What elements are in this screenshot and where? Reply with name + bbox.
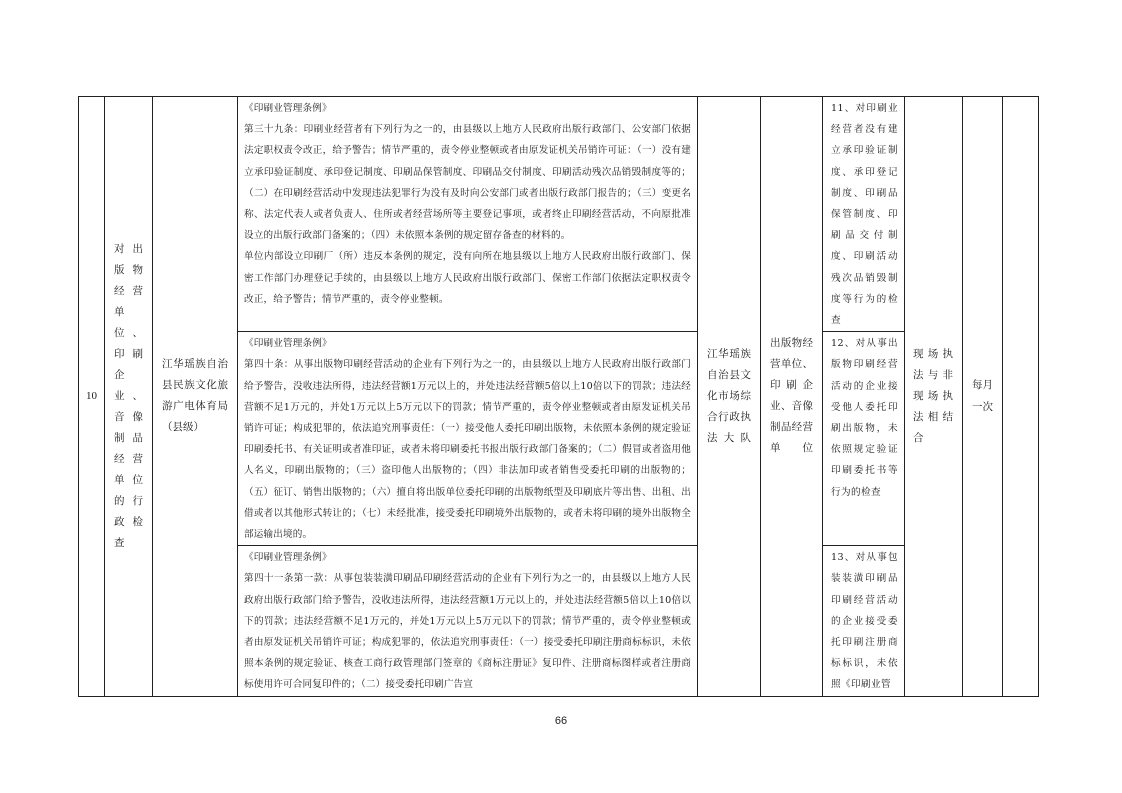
basis-cell-2 <box>238 332 698 546</box>
remark-cell <box>1003 97 1039 697</box>
inspection-table <box>78 96 1039 697</box>
basis-paragraph: 单位内部设立印刷厂（所）违反本条例的规定，没有向所在地县级以上地方人民政府出版行政部门、保密工作部门办理登记手续的，由县级以上地方人民政府出版行政部门、保密工作部门依据法定职权责令改正，给予警告；情节严重的，责令停业整顿。 <box>244 251 691 305</box>
basis-cell-3 <box>238 546 698 696</box>
check-item-cell-1: 11、对印刷业经营者没有建立承印验证制度、承印登记制度、印刷品保管制度、印刷品交付制度、印刷活动残次品销毁制度等行为的检查 <box>823 97 905 332</box>
basis-title: 《印刷业管理条例》 <box>244 103 332 114</box>
page-number: 66 <box>554 715 568 727</box>
subject-cell: 江华瑶族自治县民族文化旅游广电体育局（县级） <box>153 97 238 697</box>
basis-title: 《印刷业管理条例》 <box>244 338 332 350</box>
basis-title: 《印刷业管理条例》 <box>244 552 332 564</box>
executor-cell: 江华瑶族自治县文化市场综合行政执法大队 <box>698 97 761 697</box>
basis-cell-1 <box>238 97 698 332</box>
row-number: 10 <box>79 97 105 697</box>
frequency-cell: 每月一次 <box>963 97 1003 697</box>
target-cell: 出版物经营单位、印刷企业、音像制品经营单位 <box>761 97 823 697</box>
basis-paragraph: 第四十一条第一款：从事包装装潢印刷品印刷经营活动的企业有下列行为之一的，由县级以上地方人民政府出版行政部门给予警告，没收违法所得，违法经营额1万元以上的，并处违法经营额5倍以上10倍以下的罚款；违法经营额不足1万元的，并处1万元以上5万元以下的罚款；情节严重的，责令停业整顿或者由原发证机关吊销许可证；构成犯罪的，依法追究刑事责任：（一）接受委托印刷注册商标标识，未依照本条例的规定验证、核查工商行政管理部门签章的《商标注册证》复印件、注册商标图样或者注册商标使用许可合同复印件的；（二）接受委托印刷广告宣 <box>244 573 691 691</box>
item-name-cell: 对出版物经营单位、印刷企业、音像制品经营单位的行政检查 <box>105 97 153 697</box>
basis-paragraph: 第三十九条：印刷业经营者有下列行为之一的，由县级以上地方人民政府出版行政部门、公安部门依据法定职权责令改正，给予警告；情节严重的，责令停业整顿或者由原发证机关吊销许可证：（一）没有建立承印验证制度、承印登记制度、印刷品保管制度、印刷品交付制度、印刷活动残次品销毁制度等的；（二）在印刷经营活动中发现违法犯罪行为没有及时向公安部门或者出版行政部门报告的；（三）变更名称、法定代表人或者负责人、住所或者经营场所等主要登记事项，或者终止印刷经营活动，不向原批准设立的出版行政部门备案的；（四）未依照本条例的规定留存备查的材料的。 <box>244 124 691 242</box>
check-item-cell-3: 13、对从事包装装潢印刷品印刷经营活动的企业接受委托印刷注册商标标识，未依照《印刷业管 <box>823 546 905 696</box>
method-cell: 现场执法与非现场执法相结合 <box>905 97 963 697</box>
basis-paragraph: 第四十条：从事出版物印刷经营活动的企业有下列行为之一的，由县级以上地方人民政府出版行政部门给予警告，没收违法所得，违法经营额1万元以上的，并处违法经营额5倍以上10倍以下的罚款；违法经营额不足1万元的，并处1万元以上5万元以下的罚款；情节严重的，责令停业整顿或者由原发证机关吊销许可证；构成犯罪的，依法追究刑事责任：（一）接受他人委托印刷出版物，未依照本条例的规定验证印刷委托书、有关证明或者准印证，或者未将印刷委托书报出版行政部门备案的；（二）假冒或者盗用他人名义，印刷出版物的；（三）盗印他人出版物的；（四）非法加印或者销售受委托印刷的出版物的；（五）征订、销售出版物的；（六）擅自将出版单位委托印刷的出版物纸型及印刷底片等出售、出租、出借或者以其他形式转让的；（七）未经批准，接受委托印刷境外出版物的，或者未将印刷的境外出版物全部运输出境的。 <box>244 359 691 541</box>
check-item-cell-2: 12、对从事出版物印刷经营活动的企业接受他人委托印刷出版物，未依照规定验证印刷委托书等行为的检查 <box>823 332 905 546</box>
